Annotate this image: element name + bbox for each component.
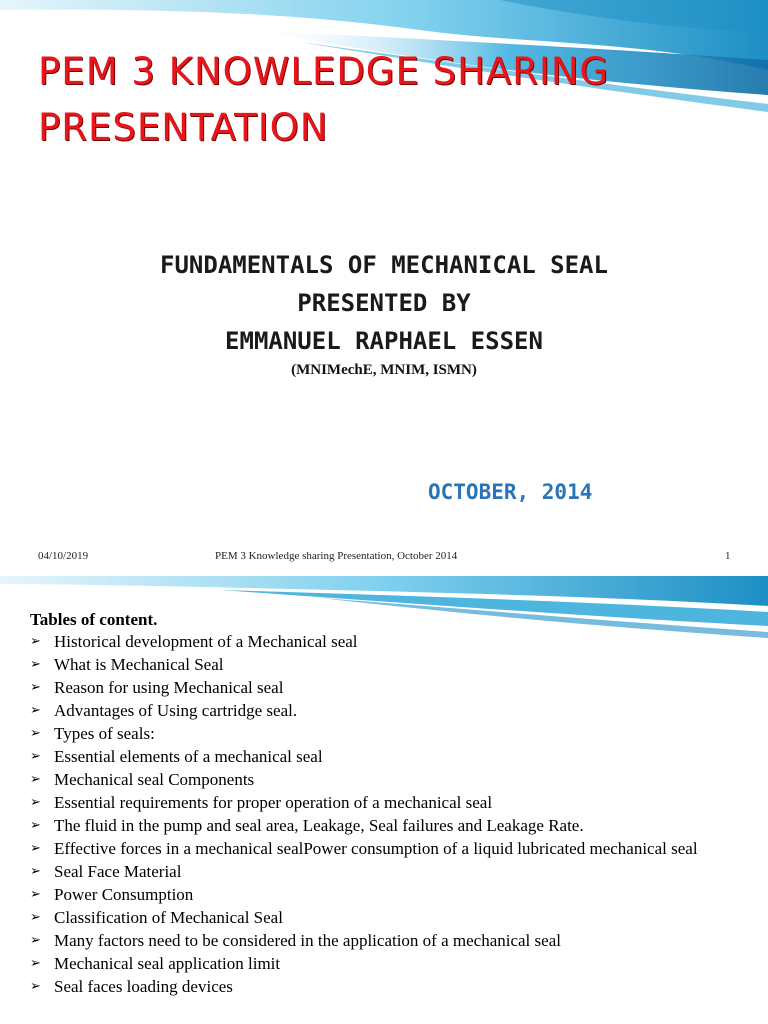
- footer-date: 04/10/2019: [38, 550, 89, 562]
- toc-item-label: What is Mechanical Seal: [54, 655, 224, 674]
- toc-item-label: Essential requirements for proper operation of a mechanical seal: [54, 793, 493, 812]
- arrow-bullet-icon: ➢: [30, 726, 41, 741]
- toc-list: [30, 630, 750, 998]
- toc-item: [30, 837, 750, 860]
- toc-item: [30, 952, 750, 975]
- arrow-bullet-icon: ➢: [30, 979, 41, 994]
- toc-item: [30, 653, 750, 676]
- toc-item-label: Historical development of a Mechanical seal: [54, 632, 358, 651]
- arrow-bullet-icon: ➢: [30, 680, 41, 695]
- toc-item-label: Seal faces loading devices: [54, 977, 233, 996]
- arrow-bullet-icon: ➢: [30, 634, 41, 649]
- toc-item-label: Essential elements of a mechanical seal: [54, 747, 323, 766]
- toc-item-label: Effective forces in a mechanical sealPower consumption of a liquid lubricated mechanical seal: [54, 839, 698, 858]
- toc-item-label: Seal Face Material: [54, 862, 182, 881]
- subtitle-block: [0, 246, 768, 380]
- toc-item-label: Classification of Mechanical Seal: [54, 908, 283, 927]
- toc-item-label: Reason for using Mechanical seal: [54, 678, 284, 697]
- toc-item: [30, 745, 750, 768]
- toc-heading: Tables of content.: [30, 610, 158, 629]
- arrow-bullet-icon: ➢: [30, 864, 41, 879]
- arrow-bullet-icon: ➢: [30, 887, 41, 902]
- footer-page-number: 1: [725, 550, 731, 562]
- presentation-title: PEM 3 KNOWLEDGE SHARING PRESENTATION: [38, 50, 610, 149]
- arrow-bullet-icon: ➢: [30, 933, 41, 948]
- toc-item-label: Power Consumption: [54, 885, 194, 904]
- arrow-bullet-icon: ➢: [30, 910, 41, 925]
- toc-item: [30, 975, 750, 998]
- arrow-bullet-icon: ➢: [30, 956, 41, 971]
- toc-item-label: Types of seals:: [54, 724, 155, 743]
- subtitle-presented-by: PRESENTED BY: [297, 289, 471, 317]
- contents-slide: [0, 576, 768, 1024]
- arrow-bullet-icon: ➢: [30, 749, 41, 764]
- toc-item: [30, 906, 750, 929]
- subtitle-topic: FUNDAMENTALS OF MECHANICAL SEAL: [160, 251, 608, 279]
- toc-item: [30, 699, 750, 722]
- toc-item-label: Mechanical seal Components: [54, 770, 255, 789]
- toc-item-label: Many factors need to be considered in the application of a mechanical seal: [54, 931, 561, 950]
- toc-item: [30, 860, 750, 883]
- toc-item: [30, 676, 750, 699]
- arrow-bullet-icon: ➢: [30, 795, 41, 810]
- toc-item: [30, 630, 750, 653]
- toc-item: [30, 791, 750, 814]
- arrow-bullet-icon: ➢: [30, 703, 41, 718]
- arrow-bullet-icon: ➢: [30, 657, 41, 672]
- toc-item: [30, 722, 750, 745]
- presenter-name: EMMANUEL RAPHAEL ESSEN: [225, 327, 543, 355]
- toc-item: [30, 929, 750, 952]
- toc-item: [30, 883, 750, 906]
- toc-item-label: Mechanical seal application limit: [54, 954, 281, 973]
- toc-item: [30, 768, 750, 791]
- toc-item-label: The fluid in the pump and seal area, Leakage, Seal failures and Leakage Rate.: [54, 816, 584, 835]
- arrow-bullet-icon: ➢: [30, 841, 41, 856]
- presentation-date: OCTOBER, 2014: [428, 480, 593, 504]
- toc-item-label: Advantages of Using cartridge seal.: [54, 701, 298, 720]
- footer-title: PEM 3 Knowledge sharing Presentation, October 2014: [215, 550, 458, 562]
- toc-item: [30, 814, 750, 837]
- arrow-bullet-icon: ➢: [30, 818, 41, 833]
- arrow-bullet-icon: ➢: [30, 772, 41, 787]
- presenter-credentials: (MNIMechE, MNIM, ISMN): [291, 362, 477, 378]
